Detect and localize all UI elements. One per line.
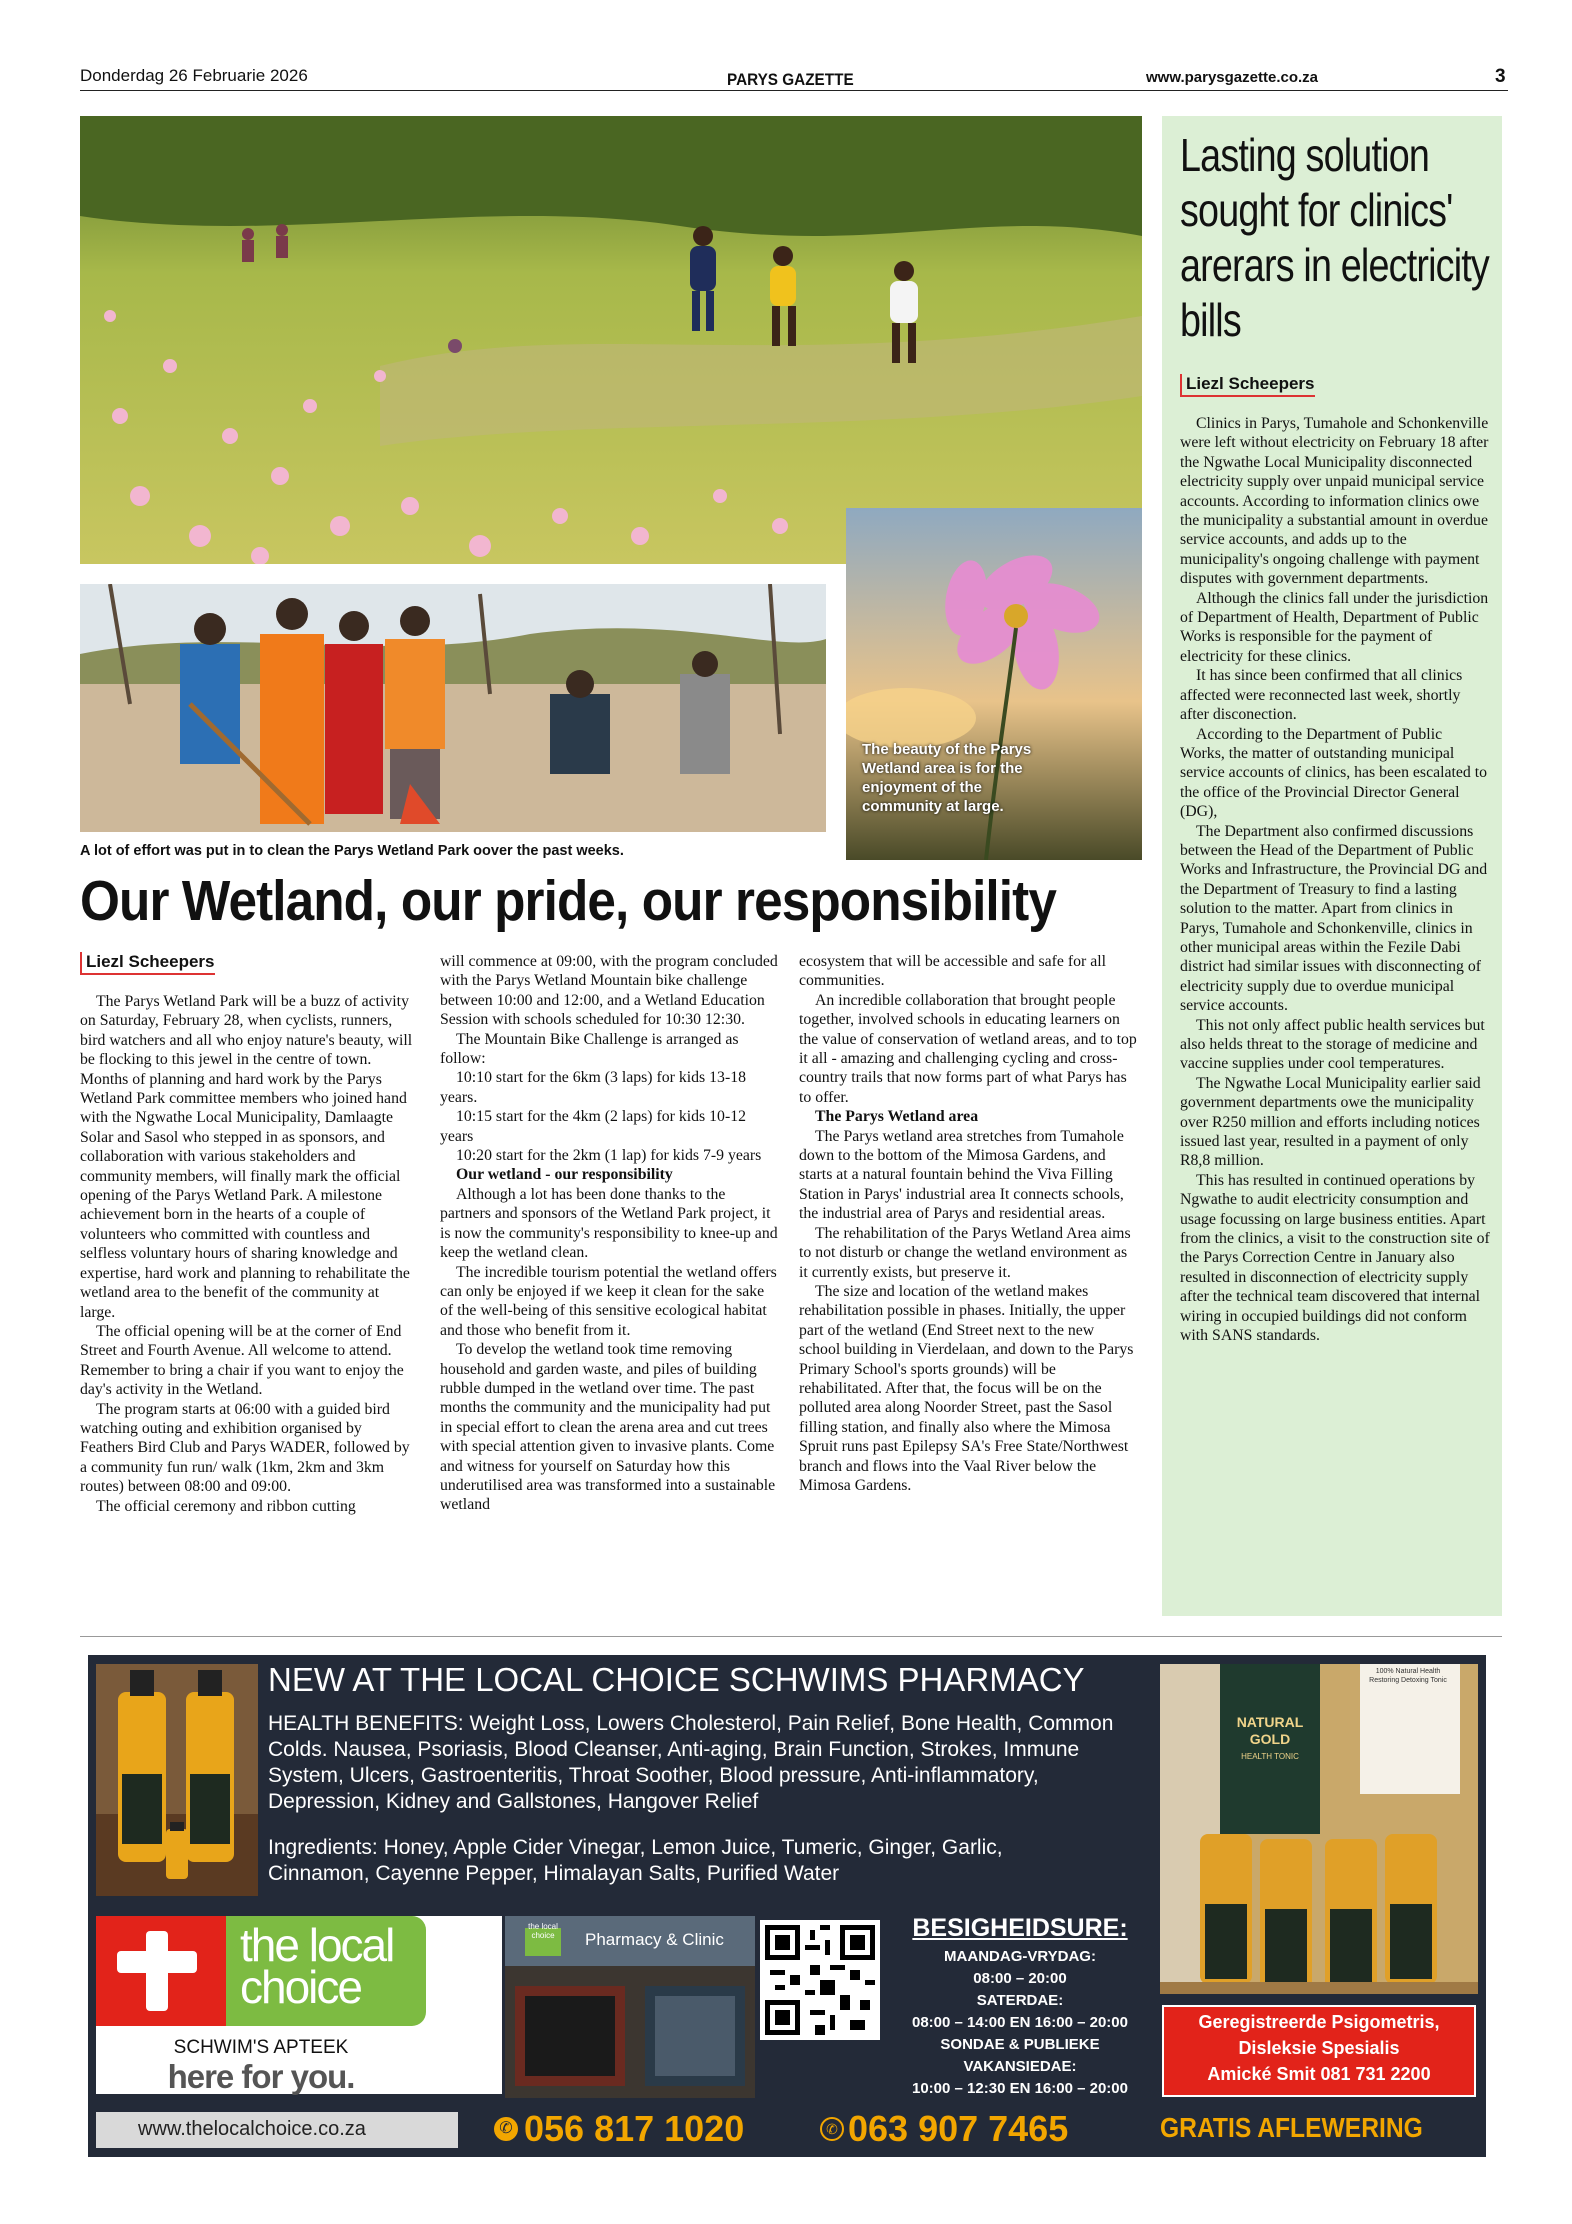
paragraph: The Department also confirmed discussions between the Head of the Department of Public Works and Infrastructure, the Provincial DG and the Department of Treasury to find a lasting solution to the matter. Apart from clinics in Parys, Tumahole and Schonkenville, clinics in other municipal areas within the Fezile Dabi district had similar issues with disconnecting of electricity supply due to overdue municipal service accounts. (1180, 822, 1488, 1015)
caption-cleanup: A lot of effort was put in to clean the Parys Wetland Park oover the past weeks. (80, 843, 624, 859)
paragraph: will commence at 09:00, with the program concluded with the Parys Wetland Mountain bike challenge between 10:00 and 12:00, and a Wetland Education Session with schools scheduled for 10:30 12:30. (440, 953, 778, 1029)
main-headline: Our Wetland, our pride, our responsibility (80, 869, 1056, 933)
paragraph: This has resulted in continued operations by Ngwathe to audit electricity consumption and usage focussing on large business entities. Apart from the clinics, a visit to the construction site of the Parys Correction Centre in January also resulted in disconnection of electricity supply after the technical team discovered that internal wiring in occupied buildings did not conform with SANS standards. (1180, 1171, 1490, 1345)
hours-line: 10:00 – 12:30 EN 16:00 – 20:00 (912, 2080, 1128, 2097)
hours-list (890, 1946, 1150, 2100)
phone-number-whatsapp[interactable]: 063 907 7465 (848, 2108, 1069, 2149)
paragraph: 10:20 start for the 2km (1 lap) for kids 7-9 years (456, 1147, 762, 1165)
section-rule (80, 1636, 1502, 1637)
paragraph: The rehabilitation of the Parys Wetland Area aims to not disturb or change the wetland environment as it currently exists, but preserve it. (799, 1224, 1131, 1281)
hours-line: VAKANSIEDAE: (963, 2058, 1077, 2075)
paragraph: ecosystem that will be accessible and safe for all communities. (799, 953, 1107, 990)
main-column-1 (80, 992, 418, 1516)
paragraph: According to the Department of Public Works, the matter of outstanding municipal service accounts of clinics, has been escalated to the office of the Provincial Director General (DG), (1180, 725, 1488, 821)
website-link[interactable]: www.thelocalchoice.co.za (138, 2118, 366, 2140)
paragraph: The incredible tourism potential the wetland offers can only be enjoyed if we keep it clean for the sake of the well-being of this sensitive ecological habitat and those who benefit from it. (440, 1263, 777, 1339)
phone-number-landline[interactable]: 056 817 1020 (524, 2108, 745, 2149)
logo-text-line1: the local (240, 1919, 394, 1971)
paragraph: This not only affect public health services but also helds threat to the storage of medicine and vaccine supplies under cool temperatures. (1180, 1016, 1485, 1073)
header-rule (80, 90, 1508, 91)
photo-shelf-bottles (1160, 1664, 1478, 1994)
bottle-brand: NATURAL GOLD (1236, 1714, 1304, 1747)
paragraph: The Ngwathe Local Municipality earlier said government departments owe the municipality over R250 million and efforts including notices issued last year, resulted in a payment of only R8,8 million. (1180, 1074, 1481, 1170)
paragraph: The Mountain Bike Challenge is arranged as follow: (440, 1030, 739, 1068)
psychometrist-line: Disleksie Spesialis (1238, 2038, 1400, 2058)
psychometrist-phone: Amické Smit 081 731 2200 (1207, 2064, 1431, 2084)
hours-line: SONDAE & PUBLIEKE (940, 2036, 1100, 2053)
shelf-note: 100% Natural Health Restoring Detoxing Tonic (1369, 1668, 1447, 1684)
phone-icon: ✆ (494, 2117, 518, 2141)
store-name: SCHWIM'S APTEEK (173, 2037, 349, 2058)
issue-date: Donderdag 26 Februarie 2026 (80, 66, 308, 85)
paragraph: The program starts at 06:00 with a guided bird watching outing and exhibition organised by Feathers Bird Club and Parys WADER, followed by a community fun run/ walk (1km, 2km and 3km routes) between 08:00 and 09:00. (80, 1400, 410, 1496)
side-byline: Liezl Scheepers (1180, 374, 1315, 397)
paragraph: Although the clinics fall under the jurisdiction of Department of Health, Department of Public Works is responsible for the payment of electricity for these clinics. (1180, 589, 1489, 665)
shop-sign: Pharmacy & Clinic (585, 1930, 724, 1949)
hours-line: SATERDAE: (976, 1992, 1064, 2009)
side-column (1180, 414, 1490, 1346)
free-delivery: GRATIS AFLEWERING (1160, 2112, 1423, 2143)
plus-icon-vertical (146, 1931, 168, 2011)
paragraph: The size and location of the wetland makes rehabilitation possible in phases. Initially, the upper part of the wetland (End Street next to the new school building in Vierdelaan, and down to the Parys Primary School's sports grounds) will be rehabilitated. After that, the focus will be on the polluted area along Noorder Street, past the Sasol filling station, and finally also where the Mimosa Spruit runs past Epilepsy SA's Free State/Northwest branch and flows into the Vaal River below the Mimosa Gardens. (799, 1282, 1134, 1494)
qr-code[interactable] (760, 1920, 880, 2040)
hours-line: 08:00 – 20:00 (973, 1970, 1067, 1987)
paragraph: Clinics in Parys, Tumahole and Schonkenville were left without electricity on February 18 after the Ngwathe Local Municipality disconnected electricity supply over unpaid municipal service accounts. According to information clinics owe the municipality a substantial amount in overdue service accounts, and adds up to the municipality's ongoing challenge with payment disputes with government departments. (1180, 415, 1489, 588)
photo-tonic-bottles (96, 1664, 258, 1896)
whatsapp-icon: ✆ (820, 2117, 844, 2141)
bottle-sub: HEALTH TONIC (1241, 1752, 1299, 1761)
paragraph: The official ceremony and ribbon cutting (96, 1497, 356, 1515)
hours-title: BESIGHEIDSURE: (912, 1914, 1128, 1942)
page-number: 3 (1495, 66, 1506, 87)
paragraph: The Parys wetland area stretches from Tumahole down to the bottom of the Mimosa Gardens, and starts at a natural fountain behind the Viva Filling Station in Parys' industrial area It connects schools, the industrial area of Parys and residential areas. (799, 1127, 1124, 1223)
paragraph: The official opening will be at the corner of End Street and Fourth Avenue. All welcome to attend. Remember to bring a chair if you want to enjoy the day's activity in the Wetland. (80, 1322, 404, 1399)
paragraph: 10:10 start for the 6km (3 laps) for kids 13-18 years. (440, 1069, 746, 1106)
paper-url[interactable]: www.parysgazette.co.za (1146, 69, 1319, 86)
ad-ingredients: Ingredients: Honey, Apple Cider Vinegar, Lemon Juice, Tumeric, Ginger, Garlic, Cinnamon, Cayenne Pepper, Himalayan Salts, Purified Water (268, 1836, 1003, 1885)
photo-children-running (80, 116, 1142, 564)
store-tagline: here for you. (167, 2058, 355, 2095)
paragraph: An incredible collaboration that brought people together, involved schools in educating learners on the value of conservation of wetland areas, and to top it all - amazing and challenging cycling and cross-country trails that now forms part of what Parys has to offer. (799, 991, 1137, 1106)
paragraph: Although a lot has been done thanks to the partners and sponsors of the Wetland Park project, it is now the community's responsibility to knee-up and keep the wetland clean. (440, 1185, 778, 1262)
main-column-2 (440, 952, 778, 1515)
subheading: The Parys Wetland area (815, 1108, 979, 1126)
side-headline: Lasting solution sought for clinics' arerars in electricity bills (1180, 129, 1489, 346)
main-column-3 (799, 952, 1137, 1495)
logo-text-line2: choice (240, 1961, 361, 2013)
hours-line: 08:00 – 14:00 EN 16:00 – 20:00 (912, 2014, 1128, 2031)
shop-sign-brand: the local choice (528, 1922, 558, 1940)
paragraph: 10:15 start for the 4km (2 laps) for kids 10-12 years (440, 1108, 746, 1145)
hours-line: MAANDAG-VRYDAG: (944, 1948, 1096, 1965)
ad-benefits: HEALTH BENEFITS: Weight Loss, Lowers Cholesterol, Pain Relief, Bone Health, Common Colds. Nausea, Psoriasis, Blood Cleanser, Anti-aging, Brain Function, Strokes, Immune System, Ulcers, Gastroenteritis, Throat Soother, Blood pressure, Anti-inflammatory, Depression, Kidney and Gallstones, Hangover Relief (268, 1712, 1114, 1813)
psychometrist-line: Geregistreerde Psigometris, (1198, 2012, 1440, 2032)
paragraph: The Parys Wetland Park will be a buzz of activity on Saturday, February 28, when cyclists, runners, bird watchers and all who enjoy nature's beauty, will be flocking to this jewel in the centre of town. Months of planning and hard work by the Parys Wetland Park committee members who joined hand with the Ngwathe Local Municipality, Damlaagte Solar and Sasol who stepped in as sponsors, and collaboration with various stakeholders and community members, will finally mark the official opening of the Parys Wetland Park. A milestone achievement born in the hearts of a couple of volunteers who committed with countless and selfless voluntary hours of sharing knowledge and expertise, hard work and planning to rehabilitate the wetland area to the benefit of the community at large. (80, 993, 413, 1321)
ad-title: NEW AT THE LOCAL CHOICE SCHWIMS PHARMACY (268, 1661, 1085, 1698)
paragraph: It has since been confirmed that all clinics affected were reconnected last week, shortly after disconection. (1180, 667, 1463, 724)
paragraph: To develop the wetland took time removing household and garden waste, and piles of building rubble dumped in the wetland over time. The past months the community and the municipality had put in special effort to clean the arena area and cut trees with special attention given to invasive plants. Come and witness for yourself on Saturday how this underutilised area was transformed into a sustainable wetland (440, 1341, 776, 1514)
subheading: Our wetland - our responsibility (456, 1166, 673, 1184)
main-byline: Liezl Scheepers (80, 952, 215, 975)
paper-name: PARYS GAZETTE (727, 70, 854, 89)
caption-flower: The beauty of the Parys Wetland area is for the enjoyment of the community at large. (862, 741, 1032, 815)
photo-cleanup-team (80, 584, 826, 832)
